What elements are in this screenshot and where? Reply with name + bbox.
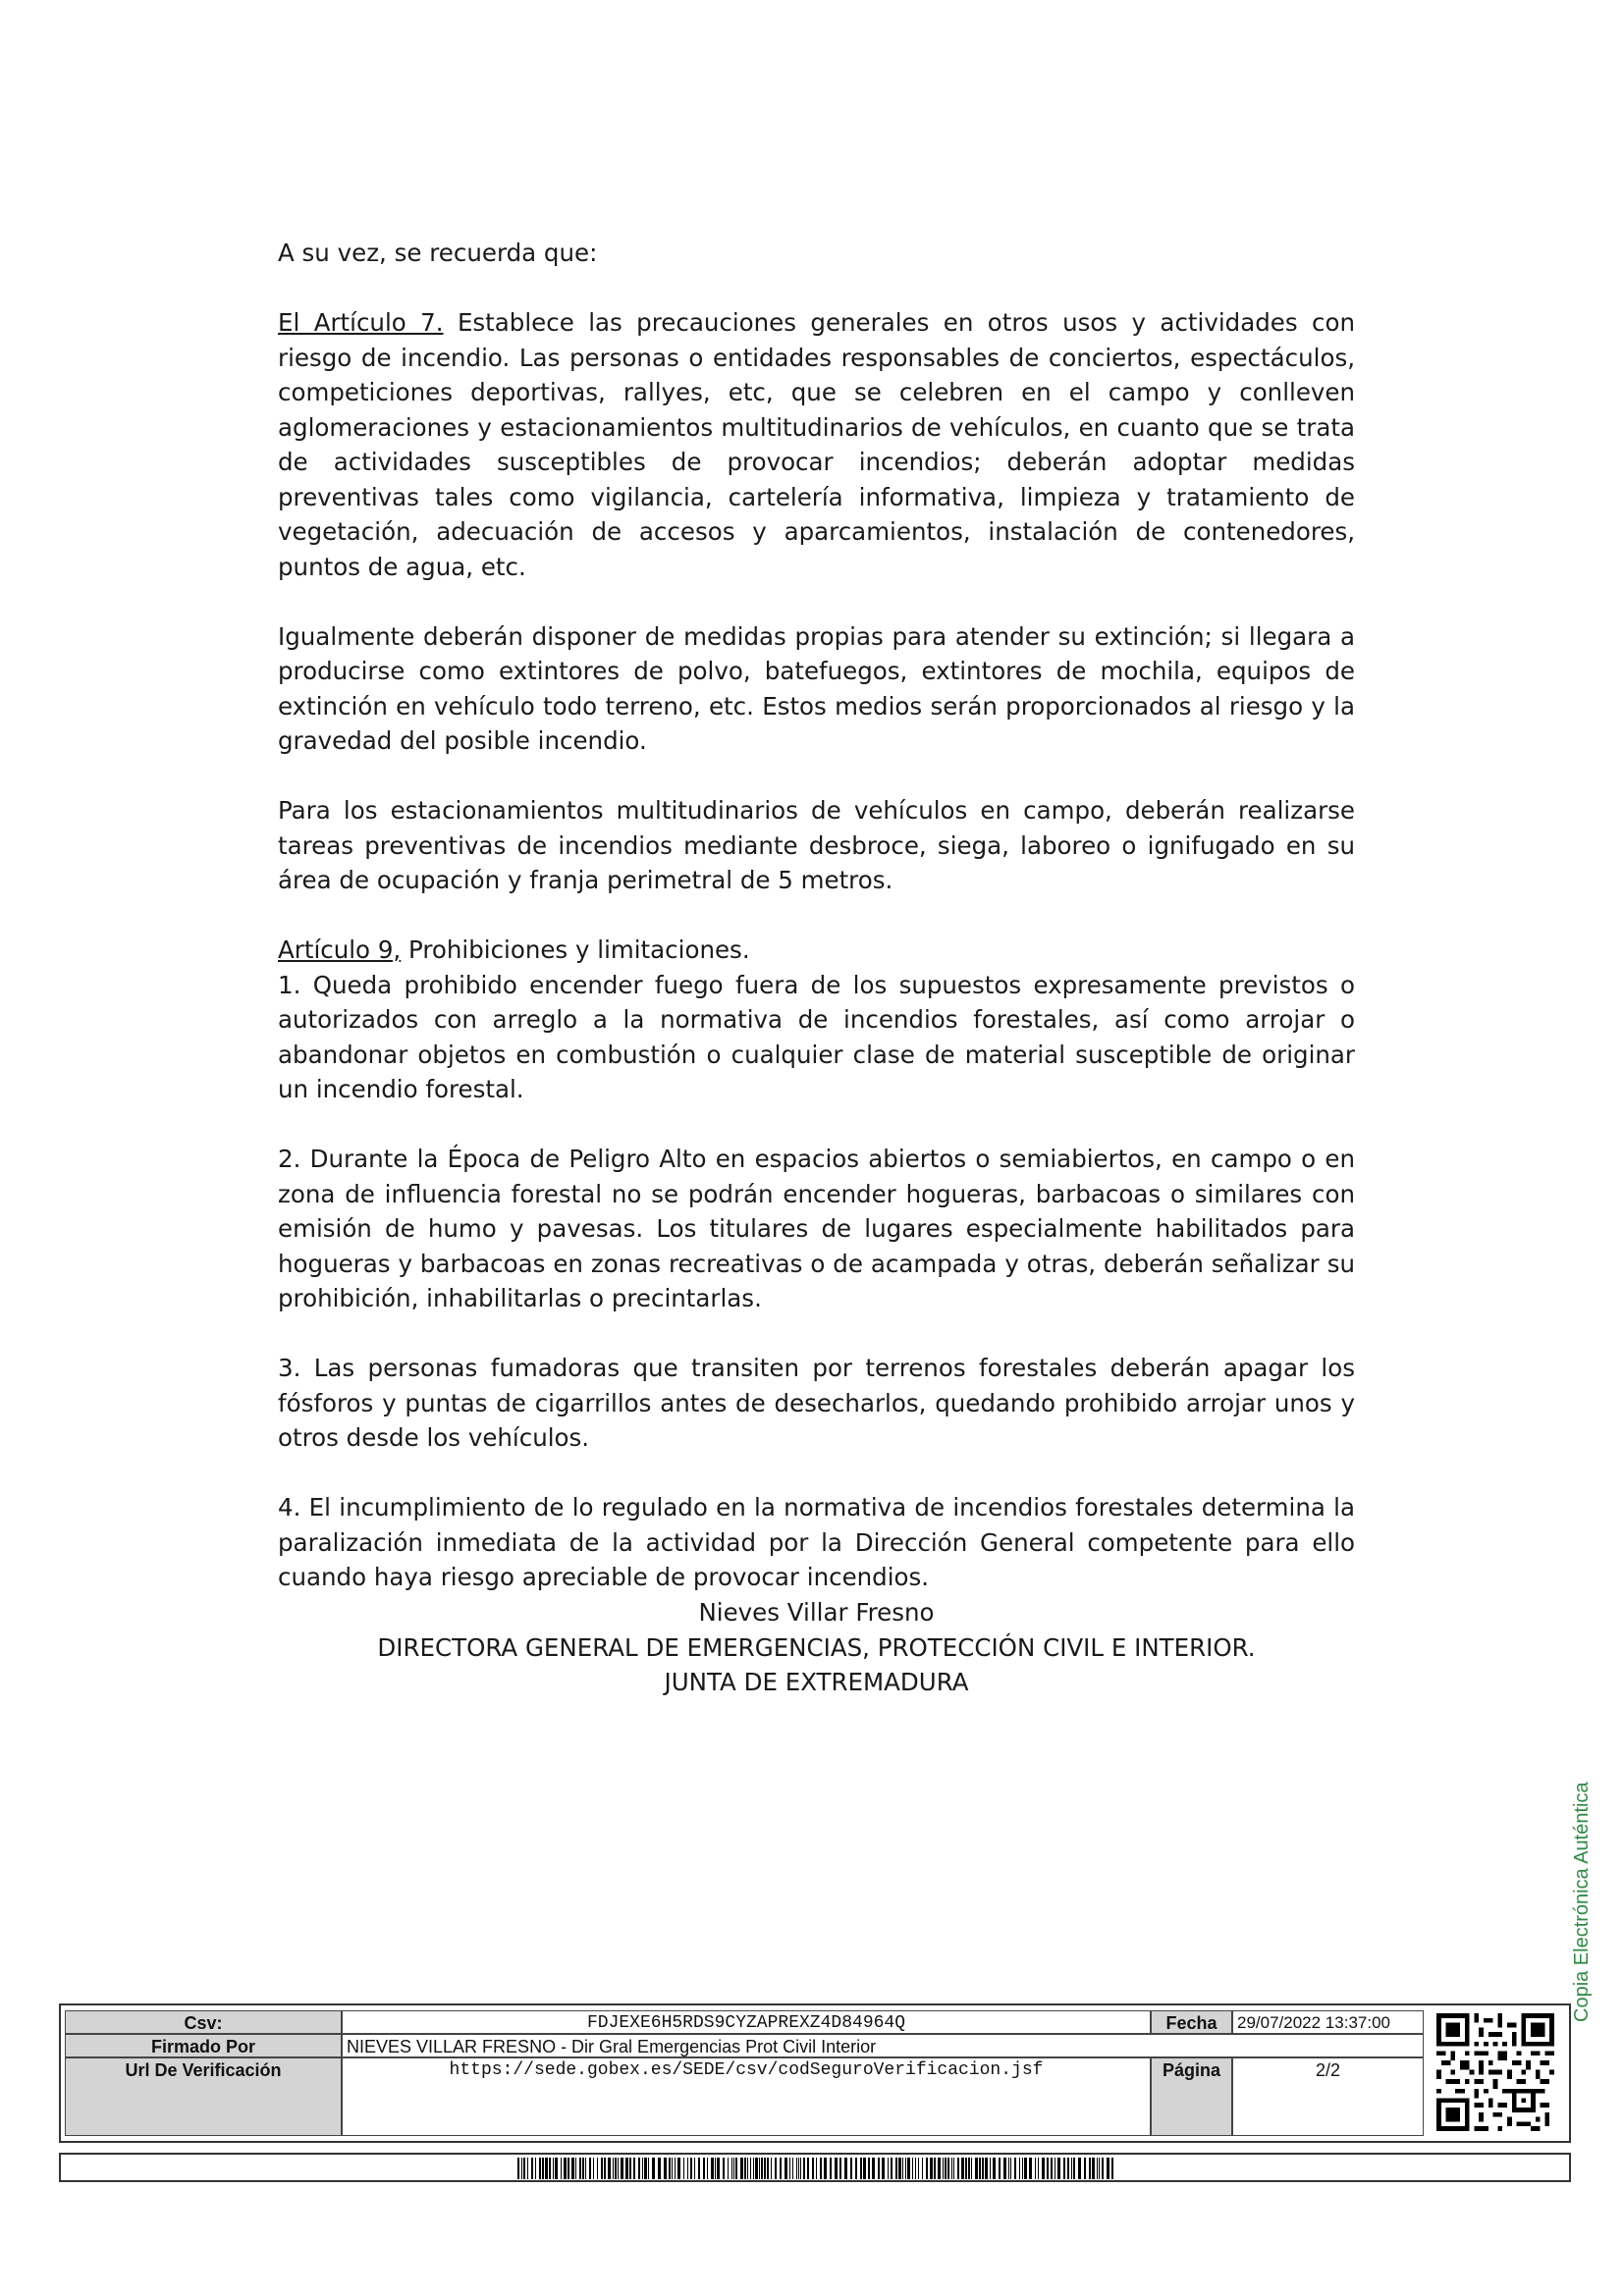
barcode-icon xyxy=(517,2158,1116,2179)
csv-value[interactable]: FDJEXE6H5RDS9CYZAPREXZ4D84964Q xyxy=(342,2010,1151,2034)
signatory-name: Nieves Villar Fresno xyxy=(698,1598,935,1627)
verification-url[interactable]: https://sede.gobex.es/SEDE/csv/codSeguroVerificacion.jsf xyxy=(342,2057,1151,2136)
article-9-heading-line xyxy=(278,933,1355,968)
article-9-item-2: 2. Durante la Época de Peligro Alto en espacios abiertos o semiabiertos, en campo o en zona de influencia forestal no se podrán encender hogueras, barbacoas o similares con emisión de humo y pavesas. Los titulares de lugares especialmente habilitados para hogueras y barbacoas en zonas recreativas o de acampada y otras, deberán señalizar su prohibición, inhabilitarlas o precintarlas. xyxy=(278,1145,1355,1312)
pagina-label: Página xyxy=(1151,2057,1232,2136)
article-7-extinction-paragraph: Igualmente deberán disponer de medidas propias para atender su extinción; si llegara a producirse como extintores de polvo, batefuegos, extintores de mochila, equipos de extinción en vehículo todo terreno, etc. Estos medios serán proporcionados al riesgo y la gravedad del posible incendio. xyxy=(278,621,1355,755)
firmado-label: Firmado Por xyxy=(65,2034,342,2057)
fecha-value: 29/07/2022 13:37:00 xyxy=(1232,2010,1424,2034)
article-9-item-4: 4. El incumplimiento de lo regulado en la normativa de incendios forestales determina la paralización inmediata de la actividad por la Dirección General competente para ello cuando haya riesgo apreciable de provocar incendios. xyxy=(278,1493,1355,1591)
signature-block xyxy=(278,1595,1355,1700)
pagina-value: 2/2 xyxy=(1232,2057,1424,2136)
verification-footer xyxy=(59,2003,1571,2143)
authentic-copy-stamp: Copia Electrónica Auténtica xyxy=(1571,1782,1593,2022)
document-body xyxy=(278,236,1355,1629)
barcode-strip xyxy=(59,2153,1571,2182)
article-7-text: Establece las precauciones generales en otros usos y actividades con riesgo de incendio. Las personas o entidades responsables de conciertos, espectáculos, competiciones deportivas, rallyes, etc, que se celebren en el campo y conlleven aglomeraciones y estacionamientos multitudinarios de vehículos, en cuanto que se trata de actividades susceptibles de provocar incendios; deberán adoptar medidas preventivas tales como vigilancia, cartelería informativa, limpieza y tratamiento de vegetación, adecuación de accesos y aparcamientos, instalación de contenedores, puntos de agua, etc. xyxy=(278,308,1355,581)
firmado-value: NIEVES VILLAR FRESNO - Dir Gral Emergencias Prot Civil Interior xyxy=(342,2034,1424,2057)
url-label: Url De Verificación xyxy=(65,2057,342,2136)
article-7-parking-paragraph: Para los estacionamientos multitudinarios de vehículos en campo, deberán realizarse tareas preventivas de incendios mediante desbroce, siega, laboreo o ignifugado en su área de ocupación y franja perimetral de 5 metros. xyxy=(278,796,1355,894)
article-7-paragraph xyxy=(278,305,1355,584)
article-7-heading: El Artículo 7. xyxy=(278,308,444,337)
article-9-heading: Artículo 9, xyxy=(278,935,402,964)
signatory-position: DIRECTORA GENERAL DE EMERGENCIAS, PROTECCIÓN CIVIL E INTERIOR. xyxy=(377,1632,1256,1662)
fecha-label: Fecha xyxy=(1151,2010,1232,2034)
qr-code-icon xyxy=(1436,2013,1554,2131)
article-9-title: Prohibiciones y limitaciones. xyxy=(401,935,750,964)
intro-paragraph: A su vez, se recuerda que: xyxy=(278,239,598,267)
csv-label: Csv: xyxy=(65,2010,342,2034)
article-9-item-3: 3. Las personas fumadoras que transiten por terrenos forestales deberán apagar los fósforos y puntas de cigarrillos antes de desecharlos, quedando prohibido arrojar unos y otros desde los vehículos. xyxy=(278,1354,1355,1452)
signatory-organization: JUNTA DE EXTREMADURA xyxy=(664,1668,969,1696)
article-9-item-1: 1. Queda prohibido encender fuego fuera de los supuestos expresamente previstos o autorizados con arreglo a la normativa de incendios forestales, así como arrojar o abandonar objetos en combustión o cualquier clase de material susceptible de originar un incendio forestal. xyxy=(278,970,1355,1103)
